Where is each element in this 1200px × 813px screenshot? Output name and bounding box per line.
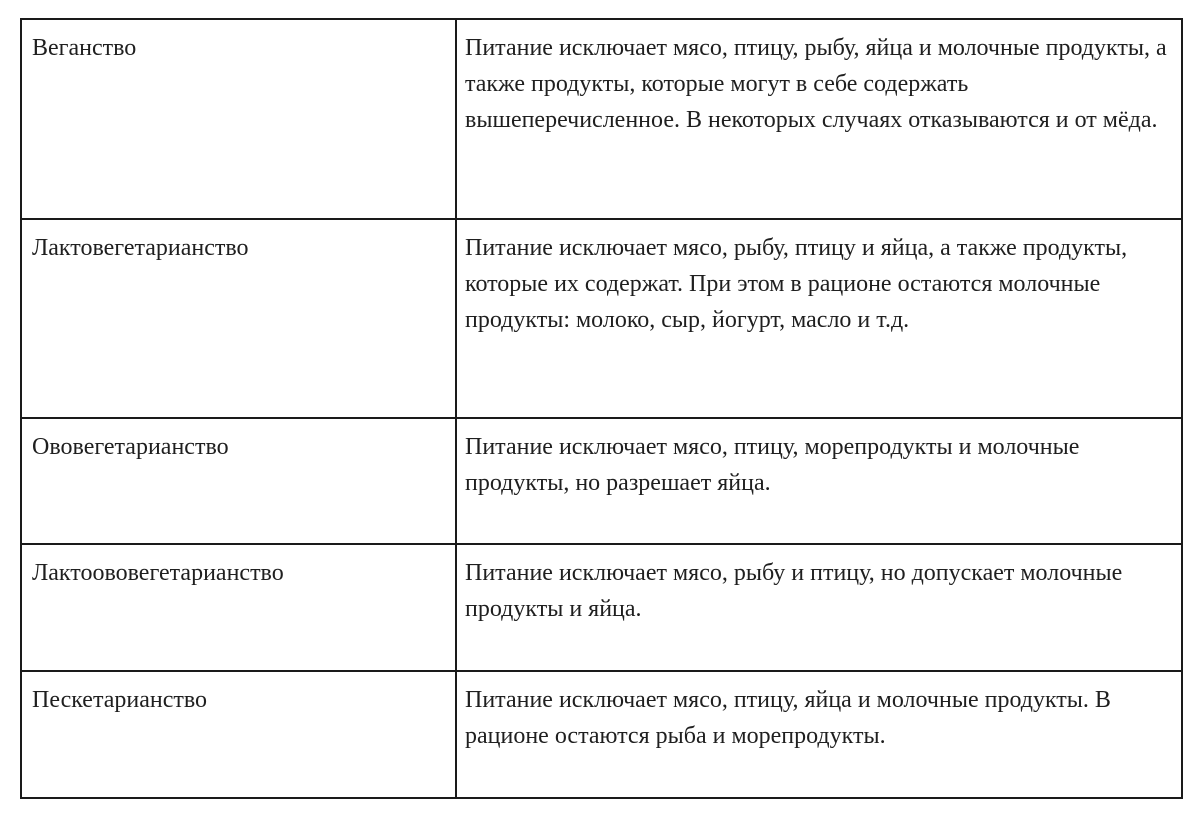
diet-name-cell: Веганство	[21, 19, 456, 219]
diet-description-cell: Питание исключает мясо, рыбу и птицу, но допускает молочные продукты и яйца.	[456, 544, 1182, 671]
table-row	[21, 219, 1182, 418]
diet-name-cell: Лактовегетарианство	[21, 219, 456, 418]
diet-name-cell: Лактоововегетарианство	[21, 544, 456, 671]
table-row	[21, 544, 1182, 671]
diet-name-cell: Пескетарианство	[21, 671, 456, 798]
diet-description-cell: Питание исключает мясо, рыбу, птицу и яйца, а также продукты, которые их содержат. При этом в рационе остаются молочные продукты: молоко, сыр, йогурт, масло и т.д.	[456, 219, 1182, 418]
diet-description-cell: Питание исключает мясо, птицу, рыбу, яйца и молочные продукты, а также продукты, которые могут в себе содержать вышеперечисленное. В некоторых случаях отказываются и от мёда.	[456, 19, 1182, 219]
diet-description-cell: Питание исключает мясо, птицу, яйца и молочные продукты. В рационе остаются рыба и морепродукты.	[456, 671, 1182, 798]
diet-types-table	[20, 18, 1183, 799]
table-row	[21, 19, 1182, 219]
table-row	[21, 671, 1182, 798]
table-row	[21, 418, 1182, 544]
diet-name-cell: Ововегетарианство	[21, 418, 456, 544]
diet-description-cell: Питание исключает мясо, птицу, морепродукты и молочные продукты, но разрешает яйца.	[456, 418, 1182, 544]
